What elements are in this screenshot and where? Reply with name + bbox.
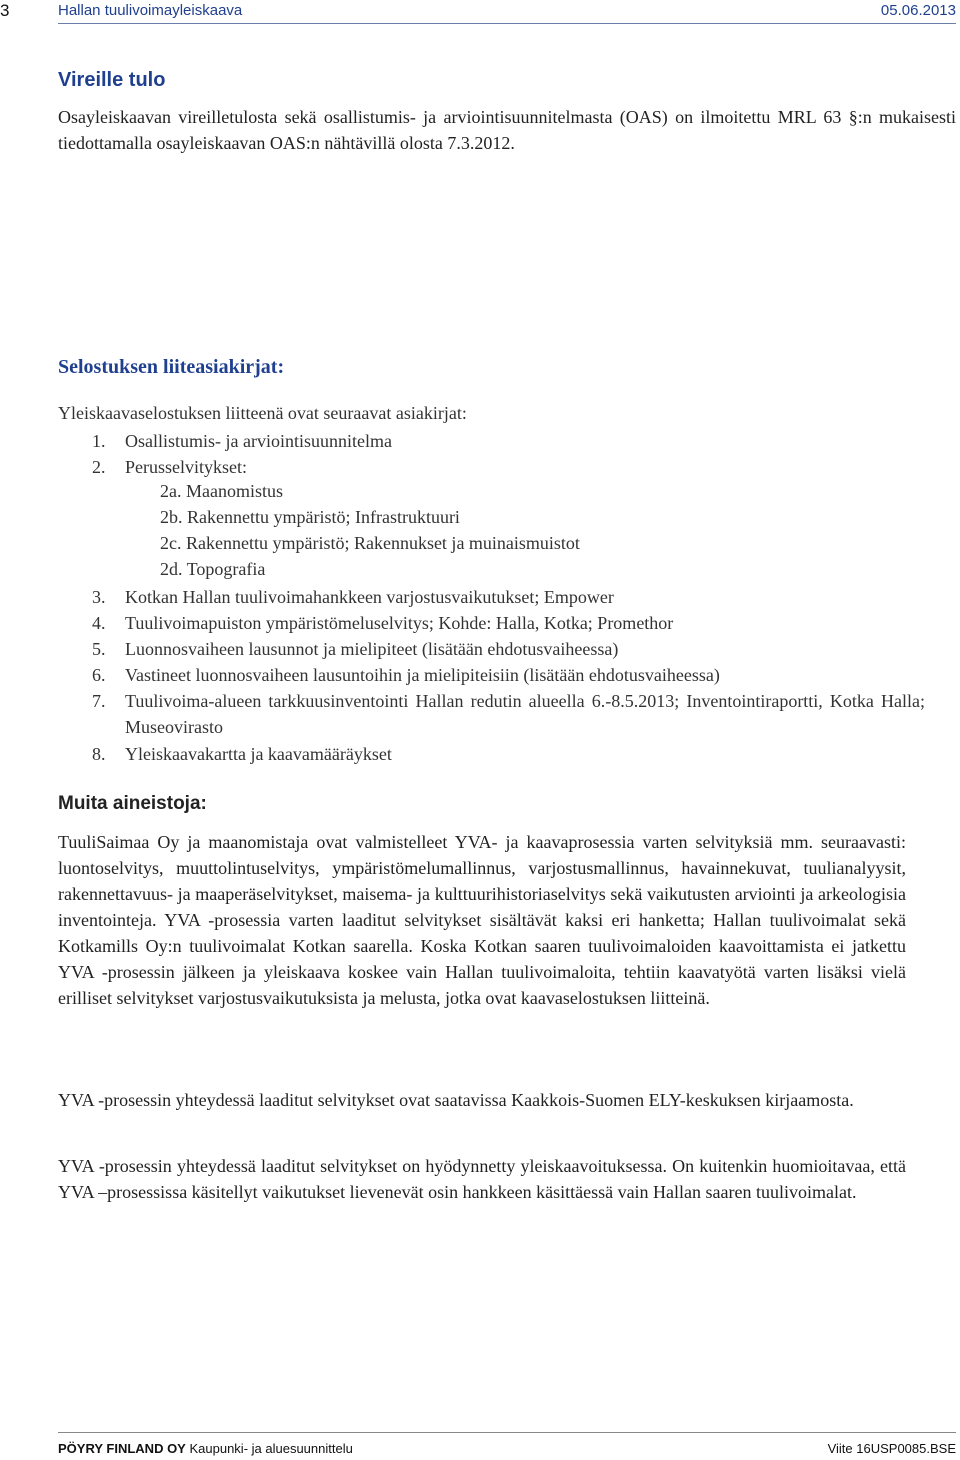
list-item-text: Vastineet luonnosvaiheen lausuntoihin ja mielipiteisiin (lisätään ehdotusvaiheessa) <box>125 665 720 685</box>
muita-paragraph-2: YVA -prosessin yhteydessä laaditut selvitykset ovat saatavissa Kaakkois-Suomen ELY-keskuksen kirjaamosta. <box>58 1090 854 1110</box>
footer-company <box>58 1441 353 1456</box>
section-heading-muita: Muita aineistoja: <box>58 793 207 814</box>
department-name: Kaupunki- ja aluesuunnittelu <box>189 1441 353 1456</box>
company-name: PÖYRY FINLAND OY <box>58 1441 186 1456</box>
document-title: Hallan tuulivoimayleiskaava <box>58 2 243 19</box>
list-item-text: Osallistumis- ja arviointisuunnitelma <box>125 431 392 451</box>
list-item-number: 6. <box>92 665 106 685</box>
list-item-number: 1. <box>92 431 106 451</box>
header-divider <box>58 23 956 24</box>
list-item-number: 3. <box>92 587 106 607</box>
sub-list-item: 2d. Topografia <box>160 559 266 579</box>
document-date: 05.06.2013 <box>880 2 956 19</box>
sub-list-item: 2c. Rakennettu ympäristö; Rakennukset ja muinaismuistot <box>160 533 580 553</box>
muita-paragraph-3: YVA -prosessin yhteydessä laaditut selvitykset on hyödynnetty yleiskaavoituksessa. On kuitenkin huomioitavaa, että YVA –prosessissa käsitellyt vaikutukset lievenevät osin hankkeen käsittäessä vain Hallan saaren tuulivoimalat. <box>58 1156 906 1202</box>
list-item-text: Tuulivoimapuiston ympäristömeluselvitys; Kohde: Halla, Kotka; Promethor <box>125 613 674 633</box>
list-item-text: Yleiskaavakartta ja kaavamääräykset <box>125 744 392 764</box>
muita-paragraph-1: TuuliSaimaa Oy ja maanomistaja ovat valmistelleet YVA- ja kaavaprosessia varten selvityksiä mm. seuraavasti: luontoselvitys, muuttolintuselvitys, ympäristömelumallinnus, varjostusmallinnus, havainnekuvat, tuulianalyysit, rakennettavuus- ja maaperäselvitykset, maisema- ja kulttuurihistoriaselvitys sekä vaikutusten arviointi ja arkeologisia inventointeja. YVA -prosessia varten laaditut selvitykset sisältävät kaksi eri hanketta; Hallan tuulivoimalat sekä Kotkamills Oy:n tuulivoimalat Kotkan saarella. Koska Kotkan saaren tuulivoimaloiden kaavoittamista ei jatkettu YVA -prosessin jälkeen ja yleiskaava koskee vain Hallan tuulivoimaloita, tehtiin kaavatyötä varten lisäksi vielä erilliset selvitykset varjostusvaikutuksista ja melusta, jotka ovat kaavaselostuksen liitteinä. <box>58 832 906 1008</box>
sub-list-item: 2a. Maanomistus <box>160 481 283 501</box>
page-footer <box>0 1432 960 1460</box>
list-item-text: Perusselvitykset: <box>125 457 247 477</box>
footer-divider <box>58 1432 956 1433</box>
page-header <box>0 0 960 26</box>
page-number: 3 <box>0 1 10 20</box>
sub-list-item: 2b. Rakennettu ympäristö; Infrastruktuuri <box>160 507 460 527</box>
footer-reference: Viite 16USP0085.BSE <box>827 1441 956 1456</box>
list-item-number: 2. <box>92 457 106 477</box>
list-item-text: Luonnosvaiheen lausunnot ja mielipiteet (lisätään ehdotusvaiheessa) <box>125 639 619 659</box>
section-heading-vireille: Vireille tulo <box>58 69 166 91</box>
list-item-text: Kotkan Hallan tuulivoimahankkeen varjostusvaikutukset; Empower <box>125 587 614 607</box>
vireille-paragraph: Osayleiskaavan vireilletulosta sekä osallistumis- ja arviointisuunnitelmasta (OAS) on ilmoitettu MRL 63 §:n mukaisesti tiedottamalla osayleiskaavan OAS:n nähtävillä olosta 7.3.2012. <box>58 107 956 153</box>
section-heading-selostus: Selostuksen liiteasiakirjat: <box>58 356 285 378</box>
list-item-number: 7. <box>92 691 106 711</box>
list-item-number: 8. <box>92 744 106 764</box>
list-item-text: Tuulivoima-alueen tarkkuusinventointi Hallan redutin alueella 6.-8.5.2013; Inventointiraportti, Kotka Halla; Museovirasto <box>125 691 925 737</box>
selostus-intro: Yleiskaavaselostuksen liitteenä ovat seuraavat asiakirjat: <box>58 403 467 423</box>
list-item-number: 5. <box>92 639 106 659</box>
list-item-number: 4. <box>92 613 106 633</box>
